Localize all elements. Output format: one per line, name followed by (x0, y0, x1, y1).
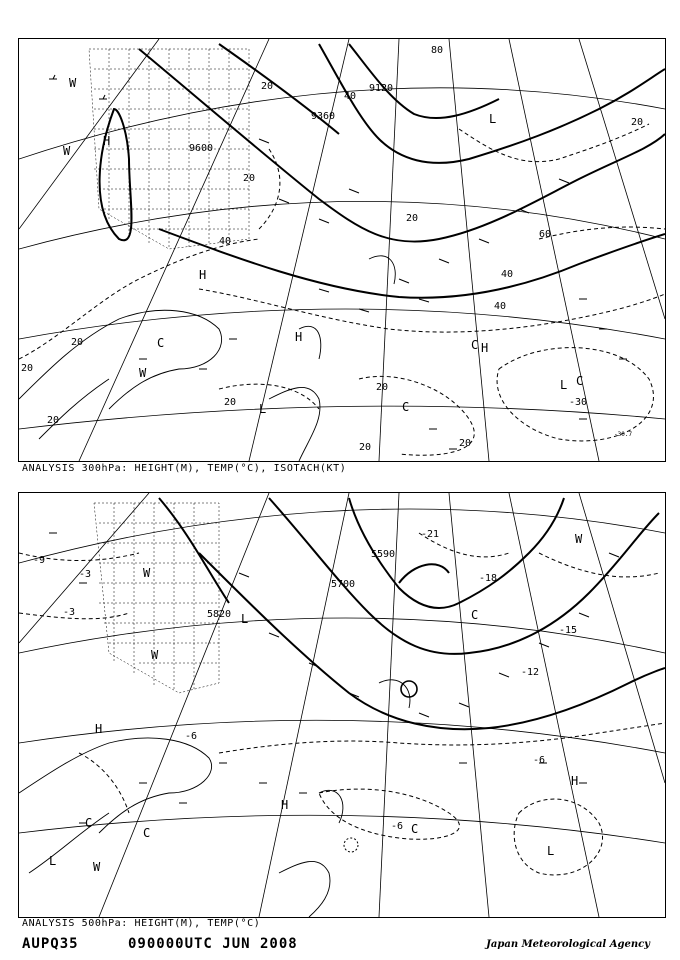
warm-center-label: W (93, 860, 101, 874)
station-plots (49, 75, 627, 449)
graticule-latitude (19, 509, 665, 843)
graticule-longitude (19, 493, 665, 917)
isotach-label: 20 (47, 415, 60, 426)
temp-label: -3 (63, 607, 76, 618)
temp-label: -6 (533, 755, 546, 766)
agency-name: Japan Meteorological Agency (486, 939, 650, 950)
temp-label: -21 (421, 529, 440, 540)
isotach-label: 20 (71, 337, 84, 348)
isotach-label: 20 (243, 173, 256, 184)
temp-label: -3 (79, 569, 92, 580)
warm-center-label: W (143, 566, 151, 580)
cold-center-label: C (85, 816, 93, 830)
height-contours (159, 498, 665, 729)
cold-center-label: C (411, 822, 419, 836)
low-center-marker (344, 838, 358, 852)
chart-300hpa-panel (18, 38, 666, 462)
low-center-label: L (489, 112, 497, 126)
isotach-label: 20 (459, 438, 472, 449)
isotach-label: 20 (406, 213, 419, 224)
valid-time: 090000UTC JUN 2008 (128, 936, 298, 952)
warm-center-label: W (139, 366, 147, 380)
cold-center-label: C (471, 338, 479, 352)
low-center-label: L (49, 854, 57, 868)
station-plots (49, 533, 619, 823)
temp-label: -12 (521, 667, 540, 678)
temp-label: -6 (391, 821, 404, 832)
high-center-label: H (295, 330, 303, 344)
cold-center-label: C (157, 336, 165, 350)
height-label: 5700 (331, 579, 356, 590)
cold-center-label: C (402, 400, 410, 414)
map-300hpa (19, 39, 665, 461)
cyclone-center-marker (401, 681, 417, 697)
isotach-label: 40 (219, 236, 232, 247)
temp-label: -15 (559, 625, 578, 636)
high-center-label: H (95, 722, 103, 736)
product-id: AUPQ35 (22, 936, 79, 952)
height-label: 5820 (207, 609, 232, 620)
temp-label: -6 (185, 731, 198, 742)
high-center-label: H (199, 268, 207, 282)
high-center-label: H (481, 341, 489, 355)
warm-center-label: W (69, 76, 77, 90)
high-center-label: H (571, 774, 579, 788)
height-label: 5590 (371, 549, 396, 560)
warm-center-label: W (63, 144, 71, 158)
height-label: 9120 (369, 83, 394, 94)
hatched-region (89, 49, 249, 249)
warm-center-label: W (151, 648, 159, 662)
isotach-label: 80 (431, 45, 444, 56)
low-center-label: L (547, 844, 555, 858)
isotach-label: 20 (21, 363, 34, 374)
isotach-label: 40 (344, 91, 357, 102)
high-center-label: H (281, 798, 289, 812)
low-center-label: L (259, 402, 267, 416)
temp-label: -18 (479, 573, 498, 584)
cold-center-label: C (143, 826, 151, 840)
temp-label: -30 (569, 397, 588, 408)
cold-center-label: C (576, 374, 584, 388)
coastlines (19, 680, 410, 917)
caption-500hpa: ANALYSIS 500hPa: HEIGHT(M), TEMP(°C) (22, 918, 261, 929)
high-center-label: H (103, 134, 111, 148)
temp-label: -30.7 (614, 431, 633, 438)
temp-label: -9 (33, 555, 46, 566)
warm-center-label: W (575, 532, 583, 546)
height-label: 9600 (189, 143, 214, 154)
isotach-label: 40 (494, 301, 507, 312)
low-center-label: L (560, 378, 568, 392)
isotach-label: 60 (539, 229, 552, 240)
isotach-label: 20 (631, 117, 644, 128)
chart-500hpa-panel (18, 492, 666, 918)
low-center-label: L (241, 612, 249, 626)
isotach-label: 20 (261, 81, 274, 92)
isotach-label: 40 (501, 269, 514, 280)
graticule-latitude (19, 88, 665, 429)
isotach-label: 20 (359, 442, 372, 453)
height-label: 9360 (311, 111, 336, 122)
map-500hpa (19, 493, 665, 917)
isotach-label: 20 (376, 382, 389, 393)
isotach-label: 20 (224, 397, 237, 408)
caption-300hpa: ANALYSIS 300hPa: HEIGHT(M), TEMP(°C), ISOTACH(KT) (22, 463, 347, 474)
cold-center-label: C (471, 608, 479, 622)
